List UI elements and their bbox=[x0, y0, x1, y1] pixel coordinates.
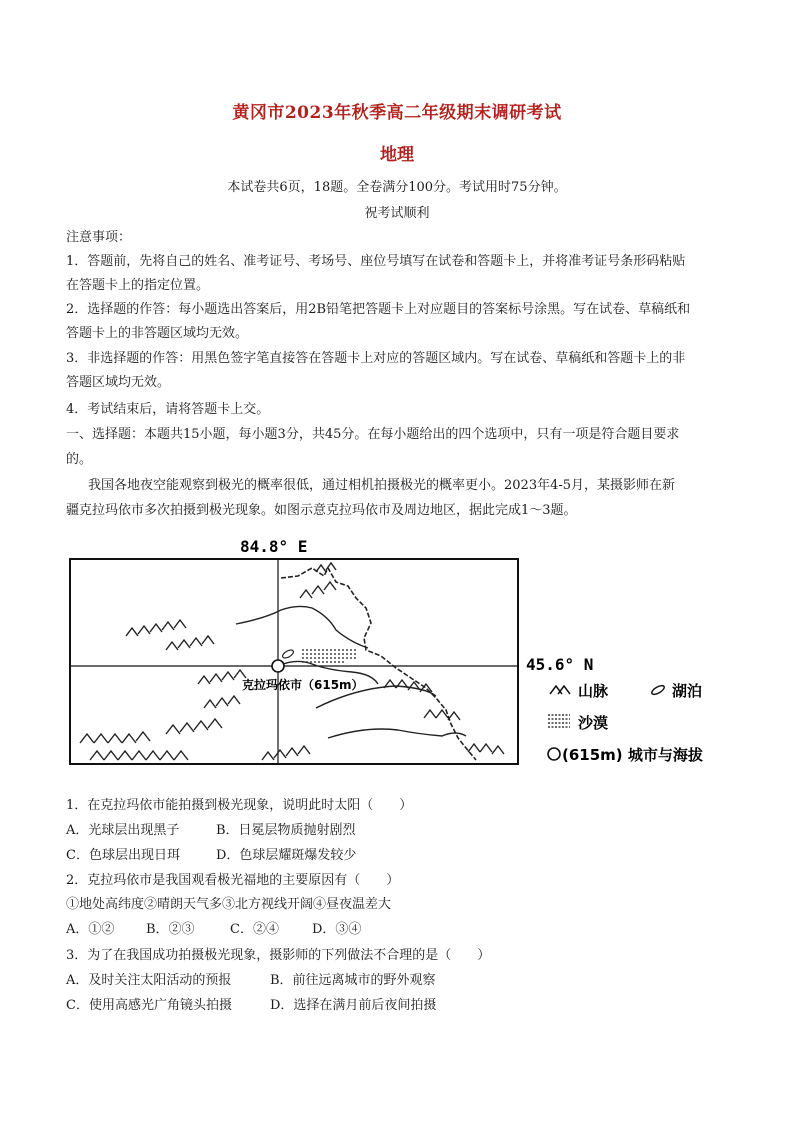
longitude-label: 84.8° E bbox=[240, 538, 308, 556]
q2-option-d: D．③④ bbox=[312, 922, 362, 937]
notes-heading: 注意事项： bbox=[66, 230, 132, 245]
q2-choices: ①地处高纬度②晴朗天气多③北方视线开阔④昼夜温差大 bbox=[66, 897, 392, 912]
river-north bbox=[236, 606, 368, 648]
q3-stem: 3．为了在我国成功拍摄极光现象，摄影师的下列做法不合理的是（ ） bbox=[66, 948, 491, 963]
river-lower bbox=[328, 729, 466, 738]
latitude-label: 45.6° N bbox=[526, 655, 594, 674]
mountain-legend-icon bbox=[550, 686, 570, 694]
q1-option-a: A．光球层出现黑子 bbox=[66, 823, 180, 838]
note-4: 4．考试结束后，请将答题卡上交。 bbox=[66, 402, 270, 417]
note-1-line-1: 1．答题前，先将自己的姓名、准考证号、考场号、座位号填写在试卷和答题卡上，并将准考证号条形码粘贴 bbox=[66, 254, 686, 269]
lake-icon bbox=[281, 648, 294, 659]
lake-legend-icon bbox=[650, 684, 665, 696]
note-3-line-1: 3．非选择题的作答：用黑色签字笔直接答在答题卡上对应的答题区域内。写在试卷、草稿纸和答题卡上的非 bbox=[66, 351, 686, 366]
q3-option-d: D．选择在满月前后夜间拍摄 bbox=[270, 998, 437, 1013]
desert-legend-icon bbox=[548, 715, 570, 727]
section-heading-line-1: 一、选择题：本题共15小题，每小题3分，共45分。在每小题给出的四个选项中，只有一项是符合题目要求 bbox=[66, 427, 680, 442]
note-3-line-2: 答题区域均无效。 bbox=[66, 375, 171, 390]
region-map bbox=[66, 538, 736, 773]
subject-title: 地理 bbox=[380, 145, 414, 165]
q1-stem: 1．在克拉玛依市能拍摄到极光现象，说明此时太阳（ ） bbox=[66, 798, 413, 813]
exam-info: 本试卷共6页，18题。全卷满分100分。考试用时75分钟。 bbox=[227, 180, 567, 195]
q1-option-b: B．日冕层物质抛射剧烈 bbox=[216, 823, 356, 838]
legend-desert-label: 沙漠 bbox=[578, 714, 609, 732]
map-legend bbox=[548, 682, 703, 764]
q3-option-b: B．前往远离城市的野外观察 bbox=[270, 973, 436, 988]
section-heading-line-2: 的。 bbox=[66, 452, 93, 467]
city-label: 克拉玛依市（615m） bbox=[242, 678, 364, 692]
q3-option-c: C．使用高感光广角镜头拍摄 bbox=[66, 998, 232, 1013]
exam-wish: 祝考试顺利 bbox=[364, 206, 430, 221]
passage-line-1: 我国各地夜空能观察到极光的概率很低，通过相机拍摄极光的概率更小。2023年4-5月，某摄影师在新 bbox=[88, 478, 676, 493]
legend-mountain-label: 山脉 bbox=[578, 682, 609, 700]
q1-option-c: C．色球层出现日珥 bbox=[66, 848, 180, 863]
legend-lake-label: 湖泊 bbox=[672, 682, 703, 700]
q2-option-c: C．②④ bbox=[230, 922, 279, 937]
legend-city-label: (615m) 城市与海拔 bbox=[562, 746, 703, 764]
note-1-line-2: 在答题卡上的指定位置。 bbox=[66, 278, 210, 293]
city-legend-icon bbox=[548, 748, 560, 760]
note-2-line-1: 2．选择题的作答：每小题选出答案后，用2B铅笔把答题卡上对应题目的答案标号涂黑。写在试卷、草稿纸和 bbox=[66, 302, 691, 317]
desert-area bbox=[302, 650, 356, 662]
q2-option-b: B．②③ bbox=[146, 922, 195, 937]
q2-option-a: A．①② bbox=[66, 922, 115, 937]
passage-line-2: 疆克拉玛依市多次拍摄到极光现象。如图示意克拉玛依市及周边地区，据此完成1～3题。 bbox=[66, 503, 577, 518]
exam-title: 黄冈市2023年秋季高二年级期末调研考试 bbox=[232, 103, 562, 123]
note-2-line-2: 答题卡上的非答题区域均无效。 bbox=[66, 326, 249, 341]
city-marker bbox=[272, 660, 284, 672]
q3-option-a: A．及时关注太阳活动的预报 bbox=[66, 973, 232, 988]
q2-stem: 2．克拉玛依市是我国观看极光福地的主要原因有（ ） bbox=[66, 873, 400, 888]
q1-option-d: D．色球层耀斑爆发较少 bbox=[216, 848, 357, 863]
